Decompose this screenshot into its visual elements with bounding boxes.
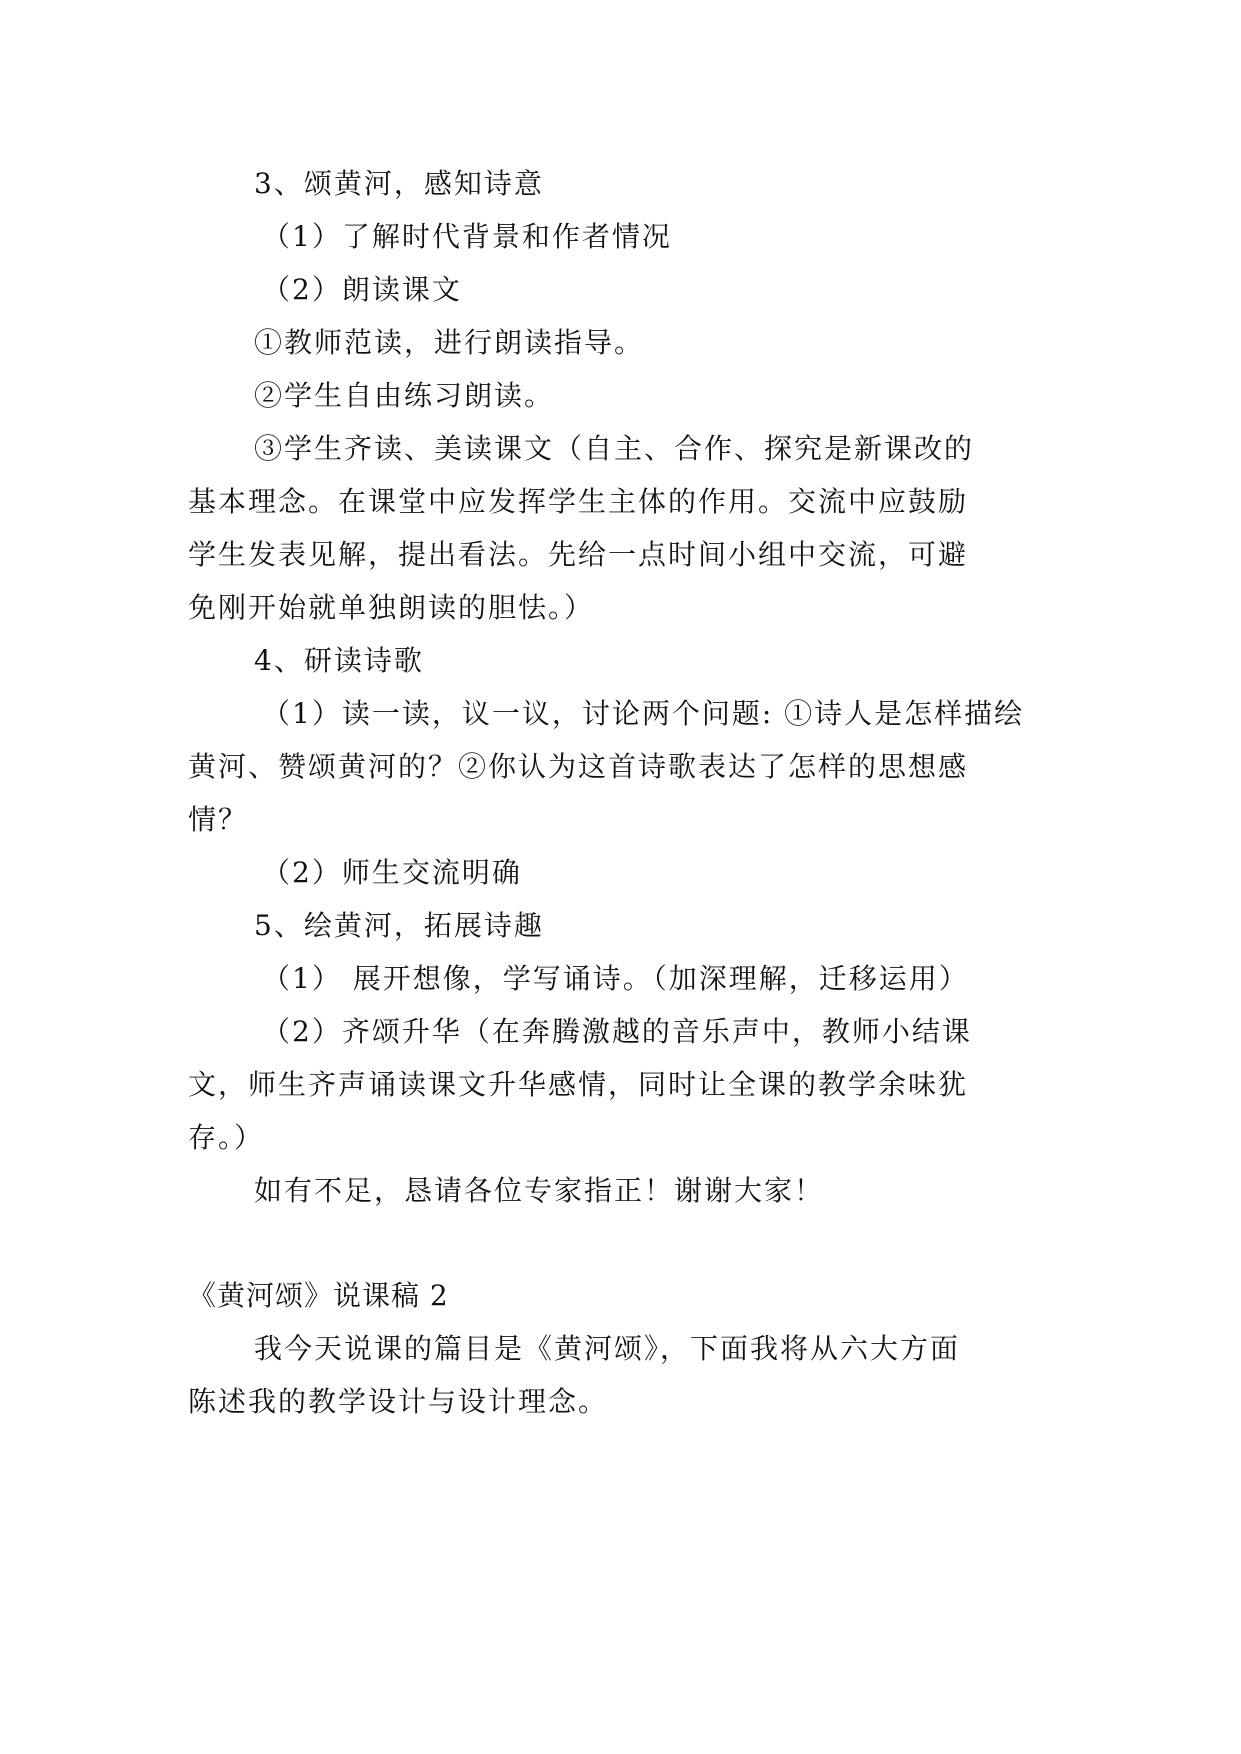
discussion-item-2: （2）师生交流明确 (262, 856, 522, 889)
expand-item-1: （1） 展开想像，学写诵诗。（加深理解，迁移运用） (262, 962, 969, 995)
expand-item-2: （2）齐颂升华（在奔腾激越的音乐声中，教师小结课 (262, 1015, 972, 1048)
paragraph-line: 免刚开始就单独朗读的胆怯。） (188, 591, 595, 624)
discussion-item-1: （1）读一读，议一议，讨论两个问题: ①诗人是怎样描绘 (262, 697, 1025, 730)
intro-paragraph: 我今天说课的篇目是《黄河颂》，下面我将从六大方面 (254, 1332, 961, 1365)
step-item-3: ③学生齐读、美读课文（自主、合作、探究是新课改的 (254, 432, 975, 465)
paragraph-line: 陈述我的教学设计与设计理念。 (188, 1385, 609, 1418)
section-heading-5: 5、绘黄河，拓展诗趣 (254, 909, 544, 942)
document-title: 《黄河颂》说课稿 2 (188, 1279, 449, 1312)
closing-remark: 如有不足，恳请各位专家指正！谢谢大家！ (254, 1174, 825, 1207)
paragraph-line: 文，师生齐声诵读课文升华感情，同时让全课的教学余味犹 (188, 1068, 969, 1101)
step-item-2: ②学生自由练习朗读。 (254, 379, 555, 412)
paragraph-line: 基本理念。在课堂中应发挥学生主体的作用。交流中应鼓励 (188, 485, 969, 518)
paragraph-line: 学生发表见解，提出看法。先给一点时间小组中交流，可避 (188, 538, 969, 571)
section-heading-3: 3、颂黄河，感知诗意 (254, 167, 544, 200)
paragraph-line: 存。） (188, 1121, 265, 1154)
sub-item-1: （1）了解时代背景和作者情况 (262, 220, 672, 253)
paragraph-line: 黄河、赞颂黄河的？②你认为这首诗歌表达了怎样的思想感 (188, 750, 969, 783)
section-heading-4: 4、研读诗歌 (254, 644, 424, 677)
step-item-1: ①教师范读，进行朗读指导。 (254, 326, 645, 359)
sub-item-2: （2）朗读课文 (262, 273, 462, 306)
paragraph-line: 情？ (188, 803, 249, 836)
